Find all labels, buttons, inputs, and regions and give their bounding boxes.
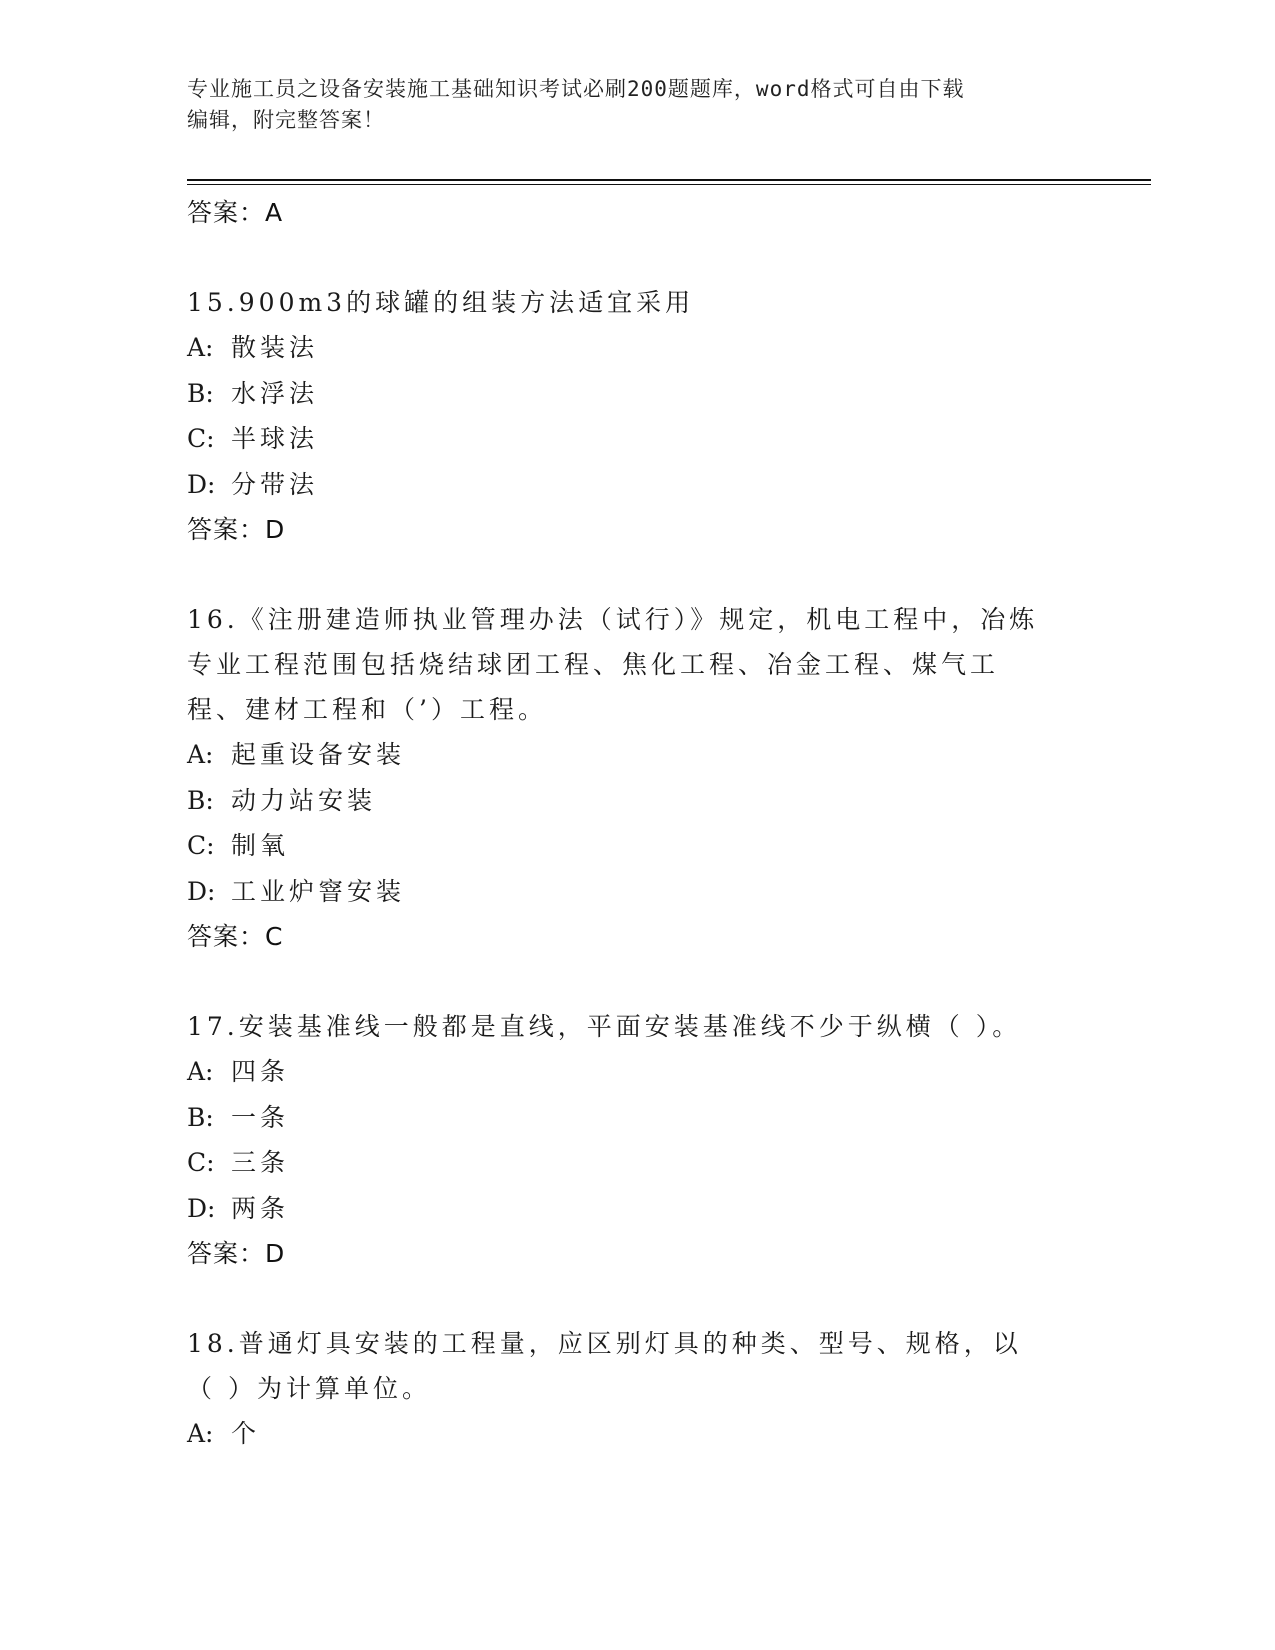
question-block bbox=[187, 1004, 1087, 1277]
option-text: 工业炉窨安装 bbox=[231, 876, 406, 906]
option-b bbox=[187, 371, 1087, 417]
answer-line: 答案：D bbox=[187, 515, 286, 544]
option-text: 分带法 bbox=[231, 469, 319, 499]
option-letter: B: bbox=[187, 1102, 214, 1132]
option-c bbox=[187, 416, 1087, 462]
option-letter: C: bbox=[187, 1148, 215, 1177]
header-divider-thin bbox=[187, 184, 1151, 185]
option-letter: D: bbox=[187, 876, 216, 906]
question-list bbox=[187, 190, 1087, 1457]
question-text: 16.《注册建造师执业管理办法（试行）》规定，机电工程中，冶炼专业工程范围包括烧结球团工程、焦化工程、冶金工程、煤气工程、建材工程和（’）工程。 bbox=[187, 605, 1039, 724]
question-text: 18.普通灯具安装的工程量，应区别灯具的种类、型号、规格，以（ ）为计算单位。 bbox=[187, 1329, 1022, 1403]
option-a bbox=[187, 1411, 1087, 1457]
option-letter: B: bbox=[187, 378, 214, 408]
option-d bbox=[187, 1186, 1087, 1232]
option-text: 散装法 bbox=[231, 333, 319, 362]
option-letter: D: bbox=[187, 1193, 216, 1223]
option-a bbox=[187, 325, 1087, 371]
question-block bbox=[187, 597, 1087, 960]
option-text: 个 bbox=[231, 1419, 261, 1448]
option-b bbox=[187, 1095, 1087, 1141]
spacer bbox=[187, 236, 1087, 280]
spacer bbox=[187, 960, 1087, 1004]
question-block bbox=[187, 280, 1087, 553]
option-text: 两条 bbox=[231, 1193, 290, 1223]
option-a bbox=[187, 1049, 1087, 1095]
option-text: 起重设备安装 bbox=[231, 740, 406, 769]
header-line-1: 专业施工员之设备安装施工基础知识考试必刷200题题库，word格式可自由下载 bbox=[187, 77, 965, 101]
option-text: 四条 bbox=[231, 1057, 290, 1086]
option-letter: A: bbox=[187, 1057, 214, 1086]
header-divider-thick bbox=[187, 179, 1151, 181]
option-c bbox=[187, 1140, 1087, 1186]
option-text: 三条 bbox=[231, 1148, 290, 1177]
option-letter: A: bbox=[187, 1419, 214, 1448]
option-b bbox=[187, 778, 1087, 824]
option-text: 半球法 bbox=[231, 424, 319, 453]
question-block bbox=[187, 1321, 1087, 1457]
question-text: 15.900m3的球罐的组装方法适宜采用 bbox=[187, 288, 695, 317]
option-a bbox=[187, 732, 1087, 778]
option-d bbox=[187, 462, 1087, 508]
header-line-2: 编辑，附完整答案！ bbox=[187, 108, 385, 132]
spacer bbox=[187, 553, 1087, 597]
option-letter: C: bbox=[187, 424, 215, 453]
option-letter: C: bbox=[187, 831, 215, 860]
option-text: 制氧 bbox=[231, 831, 290, 860]
option-letter: D: bbox=[187, 469, 216, 499]
answer-line: 答案：C bbox=[187, 922, 284, 951]
option-d bbox=[187, 869, 1087, 915]
answer-line: 答案：A bbox=[187, 198, 284, 227]
question-text: 17.安装基准线一般都是直线，平面安装基准线不少于纵横（ ）。 bbox=[187, 1012, 1022, 1041]
answer-line: 答案：D bbox=[187, 1239, 286, 1268]
option-text: 动力站安装 bbox=[231, 785, 377, 815]
spacer bbox=[187, 1277, 1087, 1321]
document-header bbox=[187, 74, 1067, 136]
option-text: 水浮法 bbox=[231, 378, 319, 408]
option-letter: A: bbox=[187, 333, 214, 362]
option-letter: B: bbox=[187, 785, 214, 815]
option-c bbox=[187, 823, 1087, 869]
option-text: 一条 bbox=[231, 1102, 290, 1132]
option-letter: A: bbox=[187, 740, 214, 769]
